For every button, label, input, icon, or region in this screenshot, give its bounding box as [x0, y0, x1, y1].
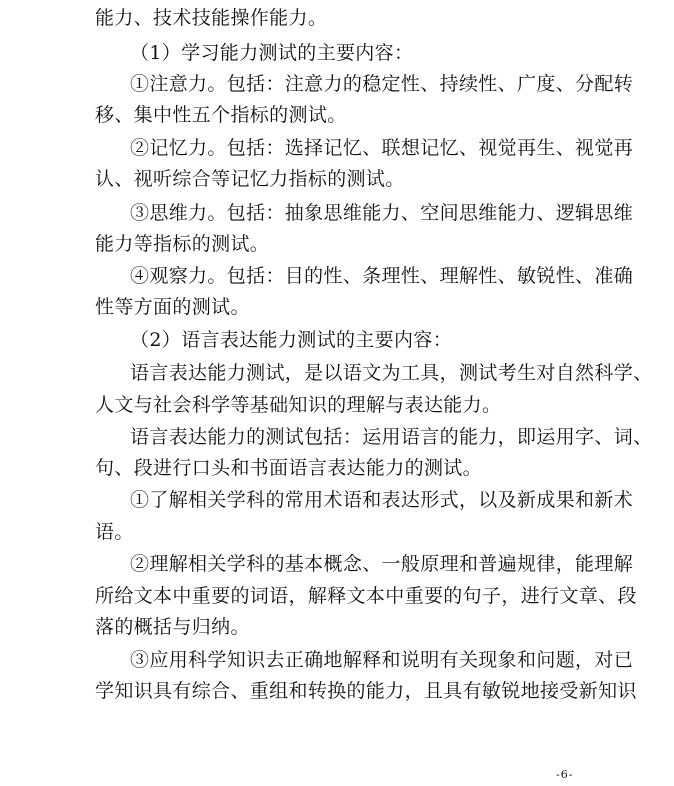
- text-line: 语言表达能力的测试包括：运用语言的能力，即运用字、词、: [130, 426, 653, 448]
- text-line: 能力等指标的测试。: [95, 233, 270, 255]
- text-line: ①了解相关学科的常用术语和表达形式，以及新成果和新术: [130, 489, 634, 511]
- text-line: 所给文本中重要的词语，解释文本中重要的句子，进行文章、段: [95, 585, 637, 607]
- text-line: 句、段进行口头和书面语言表达能力的测试。: [95, 457, 483, 479]
- text-line: 认、视听综合等记忆力指标的测试。: [95, 168, 405, 190]
- text-line: 人文与社会科学等基础知识的理解与表达能力。: [95, 394, 502, 416]
- text-line: 语言表达能力测试，是以语文为工具，测试考生对自然科学、: [130, 362, 653, 384]
- text-line: 移、集中性五个指标的测试。: [95, 104, 347, 126]
- text-line: ④观察力。包括：目的性、条理性、理解性、敏锐性、准确: [130, 265, 634, 287]
- text-line: 落的概括与归纳。: [95, 616, 250, 638]
- text-line: 学知识具有综合、重组和转换的能力，且具有敏锐地接受新知识: [95, 680, 637, 702]
- section-heading: （2）语言表达能力测试的主要内容：: [130, 329, 453, 351]
- text-line: ②理解相关学科的基本概念、一般原理和普遍规律，能理解: [130, 553, 634, 575]
- text-line: 性等方面的测试。: [95, 296, 250, 318]
- page-number: -6-: [556, 768, 574, 781]
- text-line: ①注意力。包括：注意力的稳定性、持续性、广度、分配转: [130, 73, 634, 95]
- text-line: ③应用科学知识去正确地解释和说明有关现象和问题，对已: [130, 649, 634, 671]
- text-line: ③思维力。包括：抽象思维能力、空间思维能力、逻辑思维: [130, 202, 634, 224]
- text-line: 语。: [95, 521, 134, 543]
- text-line: ②记忆力。包括：选择记忆、联想记忆、视觉再生、视觉再: [130, 137, 634, 159]
- section-heading: （1）学习能力测试的主要内容：: [130, 42, 414, 64]
- text-line: 能力、技术技能操作能力。: [95, 7, 328, 29]
